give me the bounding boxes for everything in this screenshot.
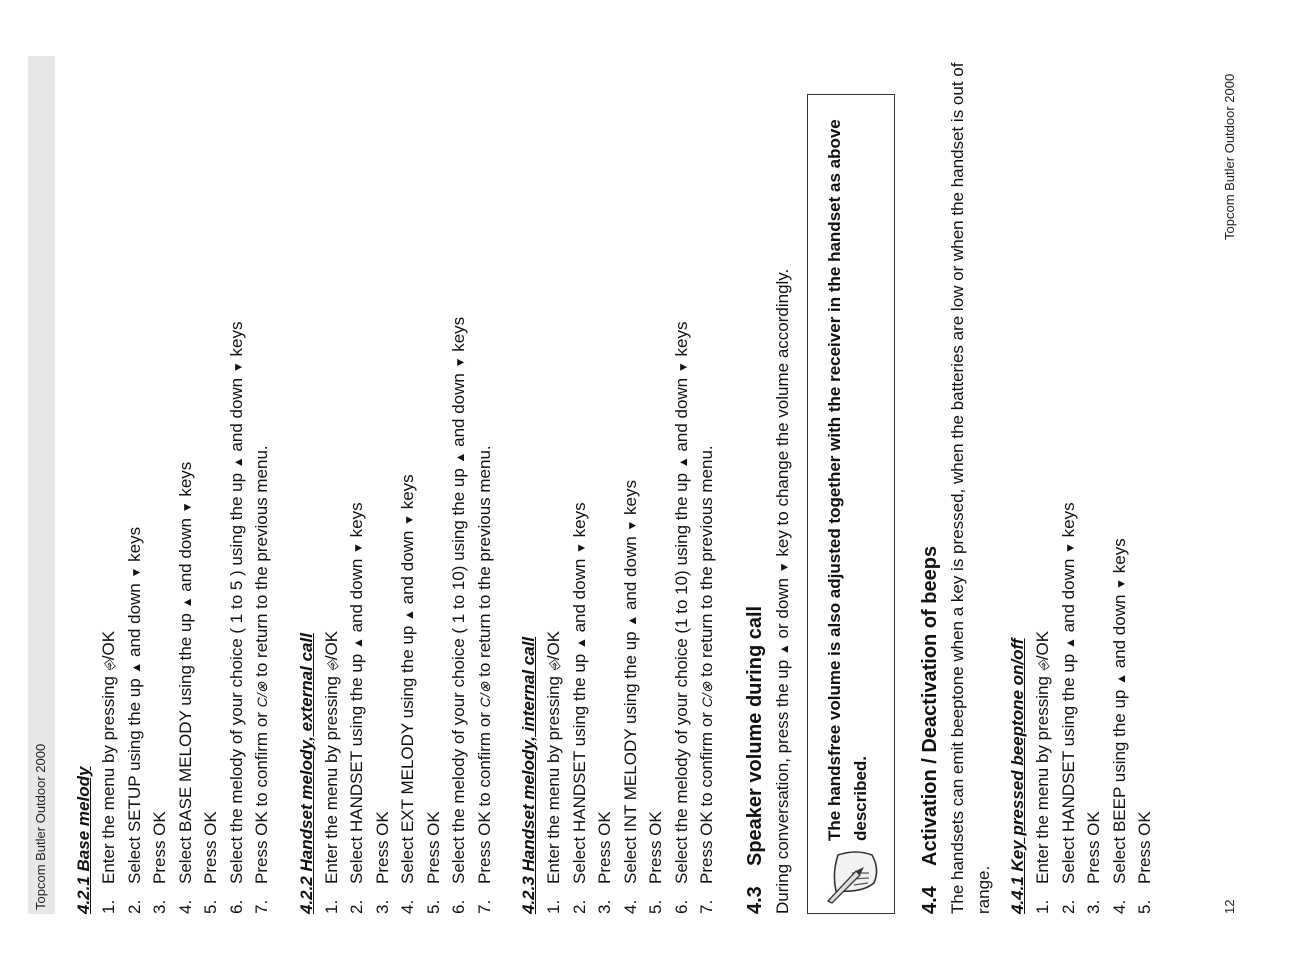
list-item <box>541 56 567 914</box>
step-number: 7. <box>252 899 271 914</box>
down-arrow-icon: ▼ <box>402 514 416 526</box>
text-run: and down <box>671 373 691 457</box>
note-pencil-icon <box>822 843 884 905</box>
list-item <box>592 56 618 914</box>
step-text <box>344 502 370 884</box>
step-number: 6. <box>226 899 246 914</box>
up-arrow-icon: ▲ <box>1062 637 1077 650</box>
text-run: Select HANDSET using the up <box>1058 649 1078 884</box>
text-run: and down <box>1058 553 1078 638</box>
down-arrow-icon: ▼ <box>1113 577 1128 590</box>
text-run: /OK <box>99 630 118 661</box>
step-text <box>224 322 250 884</box>
text-run: /OK <box>1033 630 1052 661</box>
heading-key-beep: 4.4.1 Key pressed beeptone on/off <box>1008 638 1027 914</box>
text-run: keys <box>569 502 589 543</box>
text-run: Enter the menu by pressing <box>99 671 118 884</box>
list-item <box>370 56 396 914</box>
text-run: Press OK <box>595 811 614 884</box>
step-number: 6. <box>671 899 691 914</box>
text-run: /OK <box>321 630 341 661</box>
text-run: Enter the menu by pressing <box>544 671 563 884</box>
menu-key-icon: ⎆ <box>323 660 340 672</box>
step-text <box>567 502 593 884</box>
list-item <box>147 56 173 914</box>
text-run: keys <box>398 474 417 515</box>
step-text <box>472 445 498 884</box>
step-text <box>122 527 148 884</box>
heading-beeps <box>915 56 945 914</box>
step-text <box>618 480 644 884</box>
up-arrow-icon: ▲ <box>573 637 588 650</box>
list-item <box>198 56 224 914</box>
step-text <box>1081 811 1107 884</box>
list-item <box>344 56 370 914</box>
text-run: and down <box>620 531 640 615</box>
step-number: 4. <box>620 899 640 914</box>
list-item <box>395 56 421 914</box>
up-arrow-icon: ▲ <box>402 609 416 621</box>
down-arrow-icon: ▼ <box>675 361 690 374</box>
text-run: and down <box>569 553 589 638</box>
clear-key-icon: C/⊗ <box>476 681 493 708</box>
text-run: Enter the menu by pressing <box>321 671 341 884</box>
text-run: Select BEEP using the up <box>1109 684 1129 884</box>
menu-key-icon: ⎆ <box>1035 660 1051 672</box>
up-arrow-icon: ▲ <box>776 643 791 656</box>
down-arrow-icon: ▼ <box>179 501 194 514</box>
up-arrow-icon: ▲ <box>351 637 365 650</box>
heading-speaker-volume <box>740 56 770 914</box>
step-number: 3. <box>595 899 614 914</box>
text-run: Press OK to confirm or <box>474 707 494 884</box>
text-run: Select HANDSET using the up <box>569 649 589 884</box>
text-run: Select HANDSET using the up <box>347 649 366 884</box>
list-item <box>173 56 199 914</box>
step-text <box>370 811 396 884</box>
up-arrow-icon: ▲ <box>453 451 467 464</box>
menu-key-icon: ⎆ <box>101 660 117 672</box>
step-number: 4. <box>398 899 417 914</box>
step-number: 7. <box>697 899 716 914</box>
heading-handset-external: 4.2.2 Handset melody, external call <box>296 633 316 914</box>
step-text <box>592 811 618 884</box>
step-text <box>446 317 472 884</box>
text-run: Press OK to confirm or <box>697 707 716 884</box>
text-run: Press OK <box>150 811 169 884</box>
clear-key-icon: C/⊗ <box>699 681 715 708</box>
clear-key-icon: C/⊗ <box>254 681 270 708</box>
steps-handset-external <box>319 56 498 914</box>
beeps-text: The handsets can emit beeptone when a key is pressed, when the batteries are low or when the handset is out of range. <box>948 62 993 914</box>
text-run: /OK <box>544 630 563 661</box>
down-arrow-icon: ▼ <box>776 561 791 574</box>
text-run: keys <box>226 321 246 362</box>
down-arrow-icon: ▼ <box>1062 542 1077 554</box>
list-item <box>618 56 644 914</box>
step-number: 4. <box>175 899 195 914</box>
text-run: Select the melody of your choice ( 1 to 5 ) using the up <box>226 468 246 884</box>
text-run: keys <box>1058 502 1078 543</box>
step-number: 1. <box>321 899 341 914</box>
text-run: and down <box>449 368 468 452</box>
step-text <box>421 811 447 884</box>
list-item <box>1132 56 1158 914</box>
steps-key-beep <box>1030 56 1158 914</box>
heading-handset-internal: 4.2.3 Handset melody, internal call <box>519 636 538 914</box>
header-title: Topcom Butler Outdoor 2000 <box>33 743 48 910</box>
text-run: to return to the previous menu. <box>697 445 716 682</box>
list-item <box>669 56 695 914</box>
text-run: Press OK <box>423 811 443 884</box>
up-arrow-icon: ▲ <box>1113 673 1128 685</box>
text-run: and down <box>226 373 246 457</box>
text-run: or down <box>772 573 792 644</box>
step-text <box>1056 502 1082 884</box>
text-run: Press OK <box>1135 811 1154 884</box>
text-run: to return to the previous menu. <box>474 445 494 682</box>
text-run: During conversation, press the up <box>772 655 792 914</box>
text-run: Press OK <box>372 811 392 884</box>
step-number: 2. <box>347 899 366 914</box>
list-item <box>446 56 472 914</box>
up-arrow-icon: ▲ <box>675 456 690 469</box>
step-number: 5. <box>646 899 665 914</box>
text-run: keys <box>1109 538 1129 578</box>
text-run: and down <box>1109 589 1129 673</box>
down-arrow-icon: ▼ <box>230 361 245 374</box>
up-arrow-icon: ▲ <box>230 456 245 469</box>
list-item <box>643 56 669 914</box>
step-text <box>395 474 421 884</box>
step-text <box>1030 631 1056 884</box>
down-arrow-icon: ▼ <box>453 356 467 369</box>
up-arrow-icon: ▲ <box>179 596 194 609</box>
text-run: Select EXT MELODY using the up <box>398 620 417 884</box>
text-run: keys <box>347 502 366 543</box>
step-number: 6. <box>449 899 468 914</box>
step-number: 7. <box>474 899 494 914</box>
heading-base-melody: 4.2.1 Base melody <box>74 766 93 914</box>
text-run: Select BASE MELODY using the up <box>175 608 195 884</box>
text-run: keys <box>671 321 691 362</box>
step-text <box>1132 811 1158 884</box>
step-number: 3. <box>372 899 392 914</box>
step-number: 5. <box>1135 899 1154 914</box>
text-run: and down <box>124 578 144 662</box>
text-run: Press OK to confirm or <box>252 707 271 884</box>
page-number: 12 <box>1222 899 1237 914</box>
down-arrow-icon: ▼ <box>573 542 588 554</box>
text-run: key to change the volume accordingly. <box>772 268 792 562</box>
list-item <box>1081 56 1107 914</box>
step-text <box>541 631 567 884</box>
list-item <box>472 56 498 914</box>
down-arrow-icon: ▼ <box>128 566 143 579</box>
text-run: Press OK <box>646 811 665 884</box>
step-number: 1. <box>99 899 118 914</box>
section-title: Speaker volume during call <box>743 605 766 866</box>
step-text <box>694 445 720 884</box>
down-arrow-icon: ▼ <box>624 519 639 532</box>
text-run: Select SETUP using the up <box>124 673 144 884</box>
note-box <box>807 94 895 914</box>
list-item <box>1056 56 1082 914</box>
step-text <box>669 322 695 884</box>
note-text: The handsfree volume is also adjusted together with the receiver in the handset as above described. <box>825 119 870 841</box>
list-item <box>1107 56 1133 914</box>
step-number: 1. <box>544 899 563 914</box>
list-item <box>421 56 447 914</box>
step-number: 5. <box>423 899 443 914</box>
text-run: to return to the previous menu. <box>252 445 271 682</box>
section-number: 4.3 <box>743 886 766 914</box>
section-number: 4.4 <box>919 886 941 914</box>
step-number: 2. <box>1058 899 1078 914</box>
text-run: Press OK <box>1084 811 1103 884</box>
step-number: 4. <box>1109 899 1129 914</box>
step-text <box>147 811 173 884</box>
page-content <box>72 56 1158 914</box>
step-text <box>173 462 199 884</box>
text-run: keys <box>175 461 195 502</box>
step-text <box>1107 538 1133 884</box>
step-text <box>198 811 224 884</box>
footer-title: Topcom Butler Outdoor 2000 <box>1222 73 1237 240</box>
step-text <box>249 445 275 884</box>
text-run: keys <box>124 526 144 567</box>
step-number: 3. <box>150 899 169 914</box>
text-run: keys <box>620 480 640 520</box>
text-run: keys <box>449 316 468 357</box>
text-run: Select the melody of your choice ( 1 to 10) using the up <box>449 463 468 884</box>
text-run: Press OK <box>201 811 220 884</box>
text-run: Enter the menu by pressing <box>1033 671 1052 884</box>
step-number: 1. <box>1033 899 1052 914</box>
text-run: Select INT MELODY using the up <box>620 626 640 884</box>
up-arrow-icon: ▲ <box>624 614 639 627</box>
step-text <box>643 811 669 884</box>
list-item <box>567 56 593 914</box>
step-number: 2. <box>124 899 144 914</box>
step-text <box>319 631 345 884</box>
menu-key-icon: ⎆ <box>546 660 562 672</box>
step-number: 5. <box>201 899 220 914</box>
list-item <box>224 56 250 914</box>
list-item <box>694 56 720 914</box>
text-run: and down <box>398 525 417 610</box>
down-arrow-icon: ▼ <box>351 542 365 554</box>
list-item <box>319 56 345 914</box>
step-number: 2. <box>569 899 589 914</box>
steps-handset-internal <box>541 56 720 914</box>
list-item <box>1030 56 1056 914</box>
list-item <box>96 56 122 914</box>
list-item <box>249 56 275 914</box>
steps-base-melody <box>96 56 275 914</box>
section-title: Activation / Deactivation of beeps <box>919 545 941 866</box>
list-item <box>122 56 148 914</box>
step-number: 3. <box>1084 899 1103 914</box>
text-run: and down <box>347 553 366 638</box>
up-arrow-icon: ▲ <box>128 661 143 674</box>
text-run: and down <box>175 513 195 597</box>
text-run: Select the melody of your choice (1 to 10) using the up <box>671 468 691 884</box>
step-text <box>96 631 122 884</box>
speaker-volume-text <box>770 56 798 914</box>
